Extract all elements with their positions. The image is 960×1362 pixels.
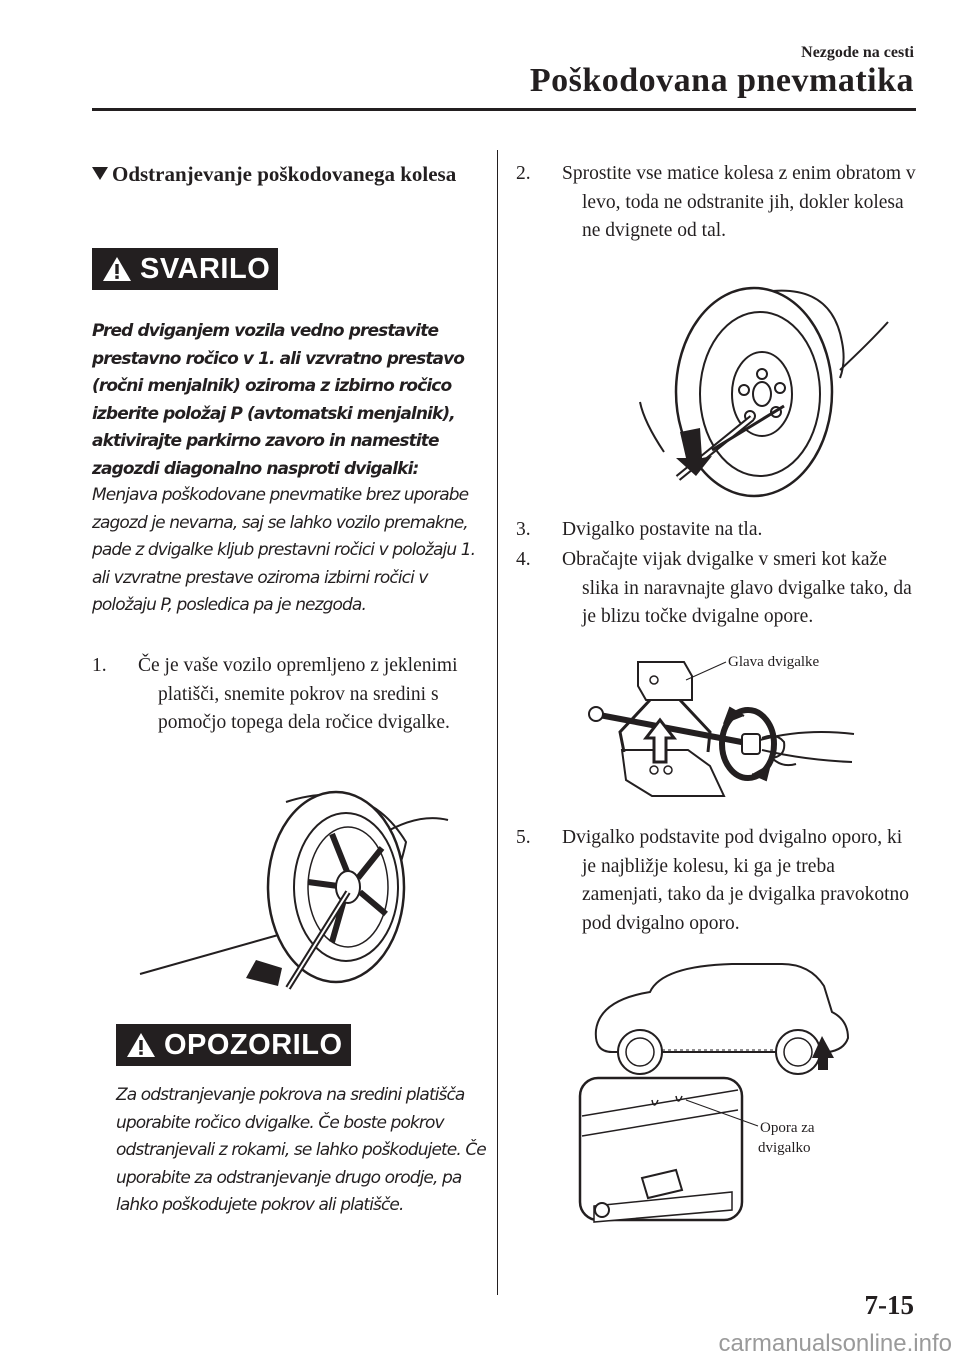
warning-bold-text: Pred dviganjem vozila vedno prestavite prestavno ročico v 1. ali vzvratno prestavo (ročni menjalnik) oziroma z izbirno ročico izberite položaj P (avtomatski menjalnik), aktivirajte parkirno zavoro in namestite zagozdi diagonalno nasproti dvigalki:	[92, 321, 465, 479]
caution-text: Za odstranjevanje pokrova na sredini platišča uporabite ročico dvigalke. Če boste pokrov odstranjevali z rokami, se lahko poškodujete. Če uporabite za odstranjevanje drugo orodje, pa lahko poškodujete pokrov ali platišče.	[116, 1085, 486, 1215]
step-1: 1. Če je vaše vozilo opremljeno z jeklenimi platišči, snemite pokrov na sredini s pomočjo topega dela ročice dvigalke.	[92, 655, 458, 733]
watermark: carmanualsonline.info	[718, 1330, 952, 1357]
header-rule	[92, 108, 916, 111]
left-column	[92, 160, 486, 1215]
step-3: 3. Dvigalko postavite na tla.	[516, 519, 763, 540]
warning-icon	[126, 1032, 156, 1058]
warning-icon	[102, 256, 132, 282]
support-point-figure	[572, 960, 916, 1228]
svg-text:dvigalko: dvigalko	[758, 1140, 811, 1156]
warning-badge: SVARILO	[92, 248, 278, 290]
column-divider	[497, 150, 498, 1295]
wheel-cover-figure	[136, 782, 456, 1002]
caution-badge: OPOZORILO	[116, 1024, 351, 1066]
step-4: 4. Obračajte vijak dvigalke v smeri kot kaže slika in naravnajte glavo dvigalke tako, da je blizu točke dvigalne opore.	[516, 549, 912, 627]
step-2: 2. Sprostite vse matice kolesa z enim obratom v levo, toda ne odstranite jih, dokler kolesa ne dvignete od tal.	[516, 163, 916, 241]
svg-text:Opora za: Opora za	[760, 1120, 815, 1136]
warning-text: Menjava poškodovane pnevmatike brez uporabe zagozd je nevarna, saj se lahko vozilo premakne, pade z dvigalke kljub prestavni ročici v položaju 1. ali vzvratne prestave oziroma izbirni ročici v položaju P, posledica pa je nezgoda.	[92, 485, 476, 615]
jack-figure	[584, 642, 884, 822]
step-5: 5. Dvigalko podstavite pod dvigalno oporo, ki je najbližje kolesu, ki ga je treba zamenjati, tako da je dvigalka pravokotno pod dvigalno oporo.	[516, 827, 910, 934]
page-number: 7-15	[864, 1290, 914, 1320]
triangle-bullet-icon	[92, 167, 108, 180]
page-title: Poškodovana pnevmatika	[529, 62, 914, 99]
lug-nut-figure	[634, 282, 896, 500]
svg-text:Glava dvigalke: Glava dvigalke	[728, 654, 820, 670]
subheading: Odstranjevanje poškodovanega kolesa	[92, 160, 480, 189]
header-section: Nezgode na cesti	[801, 44, 914, 61]
